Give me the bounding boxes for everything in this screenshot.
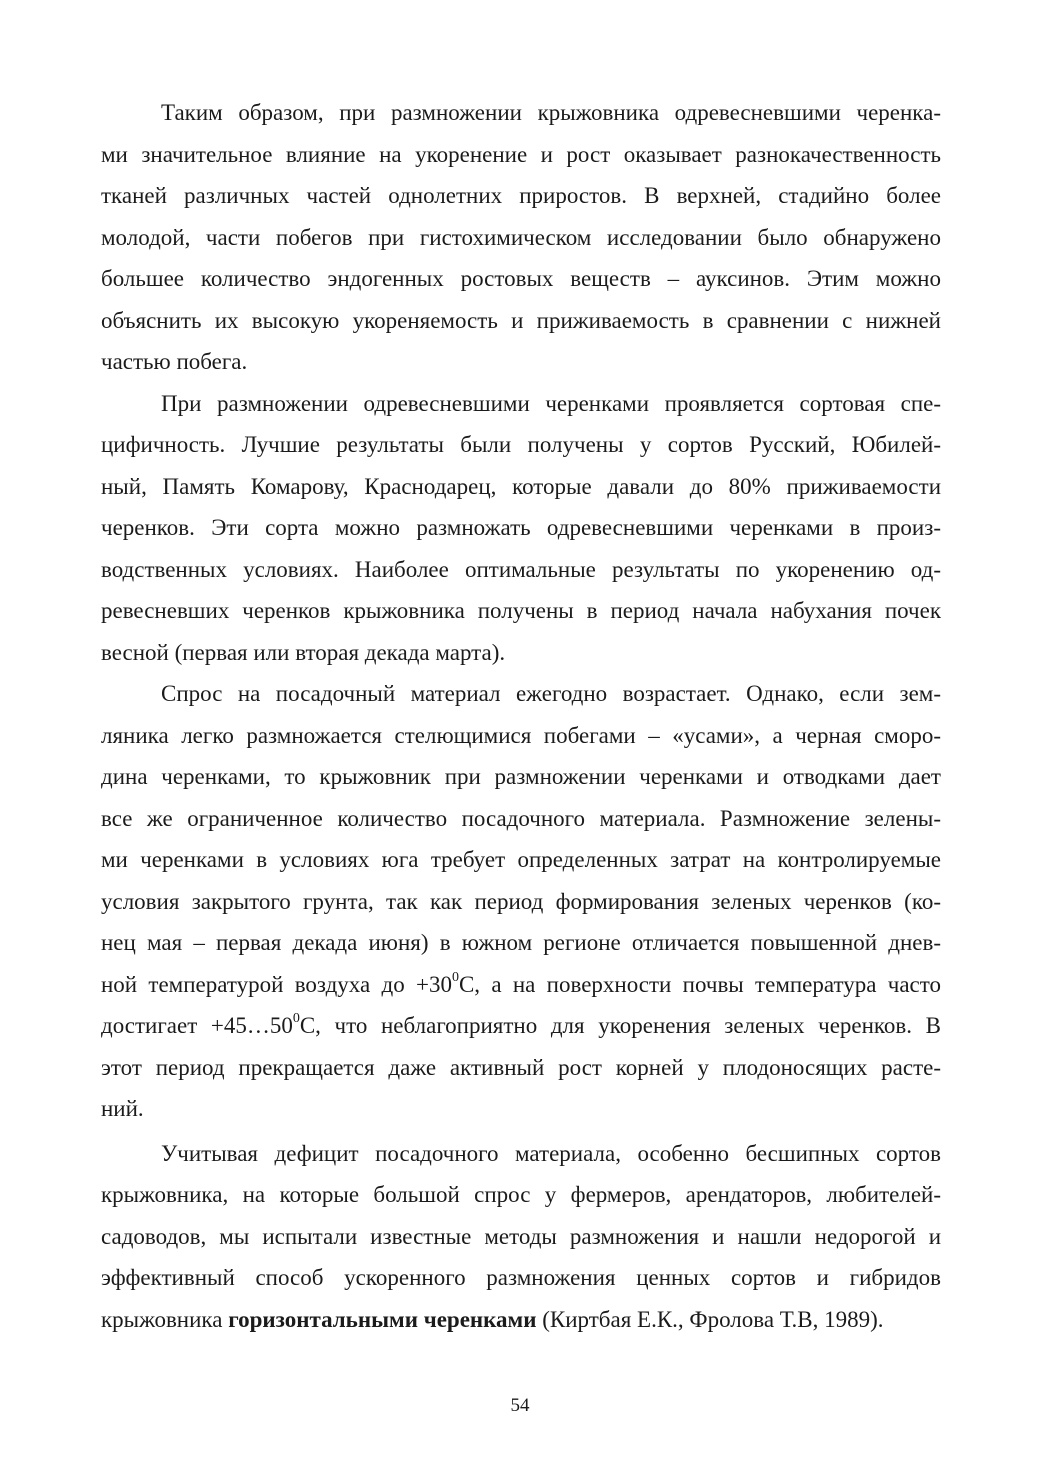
paragraph-3: [101, 673, 941, 1130]
text-line: ляника легко размножается стелющимися побегами – «усами», а черная сморо-: [101, 722, 941, 748]
text-line: цифичность. Лучшие результаты были получены у сортов Русский, Юбилей-: [101, 432, 941, 457]
document-body: [101, 92, 941, 1340]
text-line: черенков. Эти сорта можно размножать одревесневшими черенками в произ-: [101, 515, 941, 540]
text-line-temperature-30: [101, 964, 941, 1006]
text-line: частью побега.: [101, 349, 248, 374]
text-line: ми черенками в условиях юга требует определенных затрат на контролируемые: [101, 847, 941, 872]
text-line: нец мая – первая декада июня) в южном регионе отличается повышенной днев-: [101, 930, 941, 955]
text-line: Учитывая дефицит посадочного материала, особенно бесшипных сортов: [161, 1140, 941, 1166]
text-line: При размножении одревесневшими черенками проявляется сортовая спе-: [161, 390, 941, 416]
superscript-degree: 0: [292, 1011, 300, 1027]
text-line: ный, Память Комарову, Краснодарец, которые давали до 80% приживаемости: [101, 473, 941, 499]
text-line: водственных условиях. Наиболее оптимальные результаты по укоренению од-: [101, 556, 941, 582]
paragraph-4: [101, 1133, 941, 1341]
text-line: эффективный способ ускоренного размножения ценных сортов и гибридов: [101, 1265, 941, 1290]
text-line: условия закрытого грунта, так как период формирования зеленых черенков (ко-: [101, 888, 941, 914]
text-line: дина черенками, то крыжовник при размножении черенками и отводками дает: [101, 764, 941, 789]
superscript-degree: 0: [451, 969, 459, 985]
text-fragment: (Киртбая Е.К., Фролова Т.В, 1989).: [536, 1306, 884, 1332]
page-number: 54: [510, 1395, 530, 1416]
text-line: ний.: [101, 1096, 144, 1121]
text-line: этот период прекращается даже активный рост корней у плодоносящих расте-: [101, 1054, 941, 1080]
text-line: садоводов, мы испытали известные методы размножения и нашли недорогой и: [101, 1223, 941, 1249]
text-line: крыжовника, на которые большой спрос у фермеров, арендаторов, любителей-: [101, 1182, 941, 1207]
text-line: тканей различных частей однолетних приростов. В верхней, стадийно более: [101, 183, 941, 208]
text-line-temperature-45-50: [101, 1005, 941, 1047]
text-line: все же ограниченное количество посадочного материала. Размножение зелены-: [101, 805, 941, 831]
text-line: ревесневших черенков крыжовника получены в период начала набухания почек: [101, 598, 941, 623]
text-line: Таким образом, при размножении крыжовника одревесневшими черенка-: [161, 100, 941, 125]
paragraph-1: [101, 92, 941, 383]
text-fragment: крыжовника: [101, 1306, 229, 1332]
text-fragment: С, а на поверхности почвы температура часто: [458, 971, 941, 997]
bold-term: горизонтальными черенками: [228, 1306, 537, 1332]
text-line: большее количество эндогенных ростовых веществ – ауксинов. Этим можно: [101, 266, 941, 291]
text-line: Спрос на посадочный материал ежегодно возрастает. Однако, если зем-: [161, 681, 941, 706]
paragraph-2: [101, 383, 941, 674]
text-fragment: достигает +45…50: [101, 1013, 293, 1038]
text-fragment: С, что неблагоприятно для укоренения зеленых черенков. В: [299, 1013, 941, 1038]
text-line: объяснить их высокую укореняемость и приживаемость в сравнении с нижней: [101, 307, 941, 333]
text-fragment: ной температурой воздуха до +30: [101, 971, 452, 997]
text-line-with-bold-term: [101, 1299, 941, 1341]
text-line: весной (первая или вторая декада марта).: [101, 639, 506, 665]
text-line: молодой, части побегов при гистохимическом исследовании было обнаружено: [101, 224, 941, 250]
text-line: ми значительное влияние на укоренение и рост оказывает разнокачественность: [101, 141, 941, 167]
